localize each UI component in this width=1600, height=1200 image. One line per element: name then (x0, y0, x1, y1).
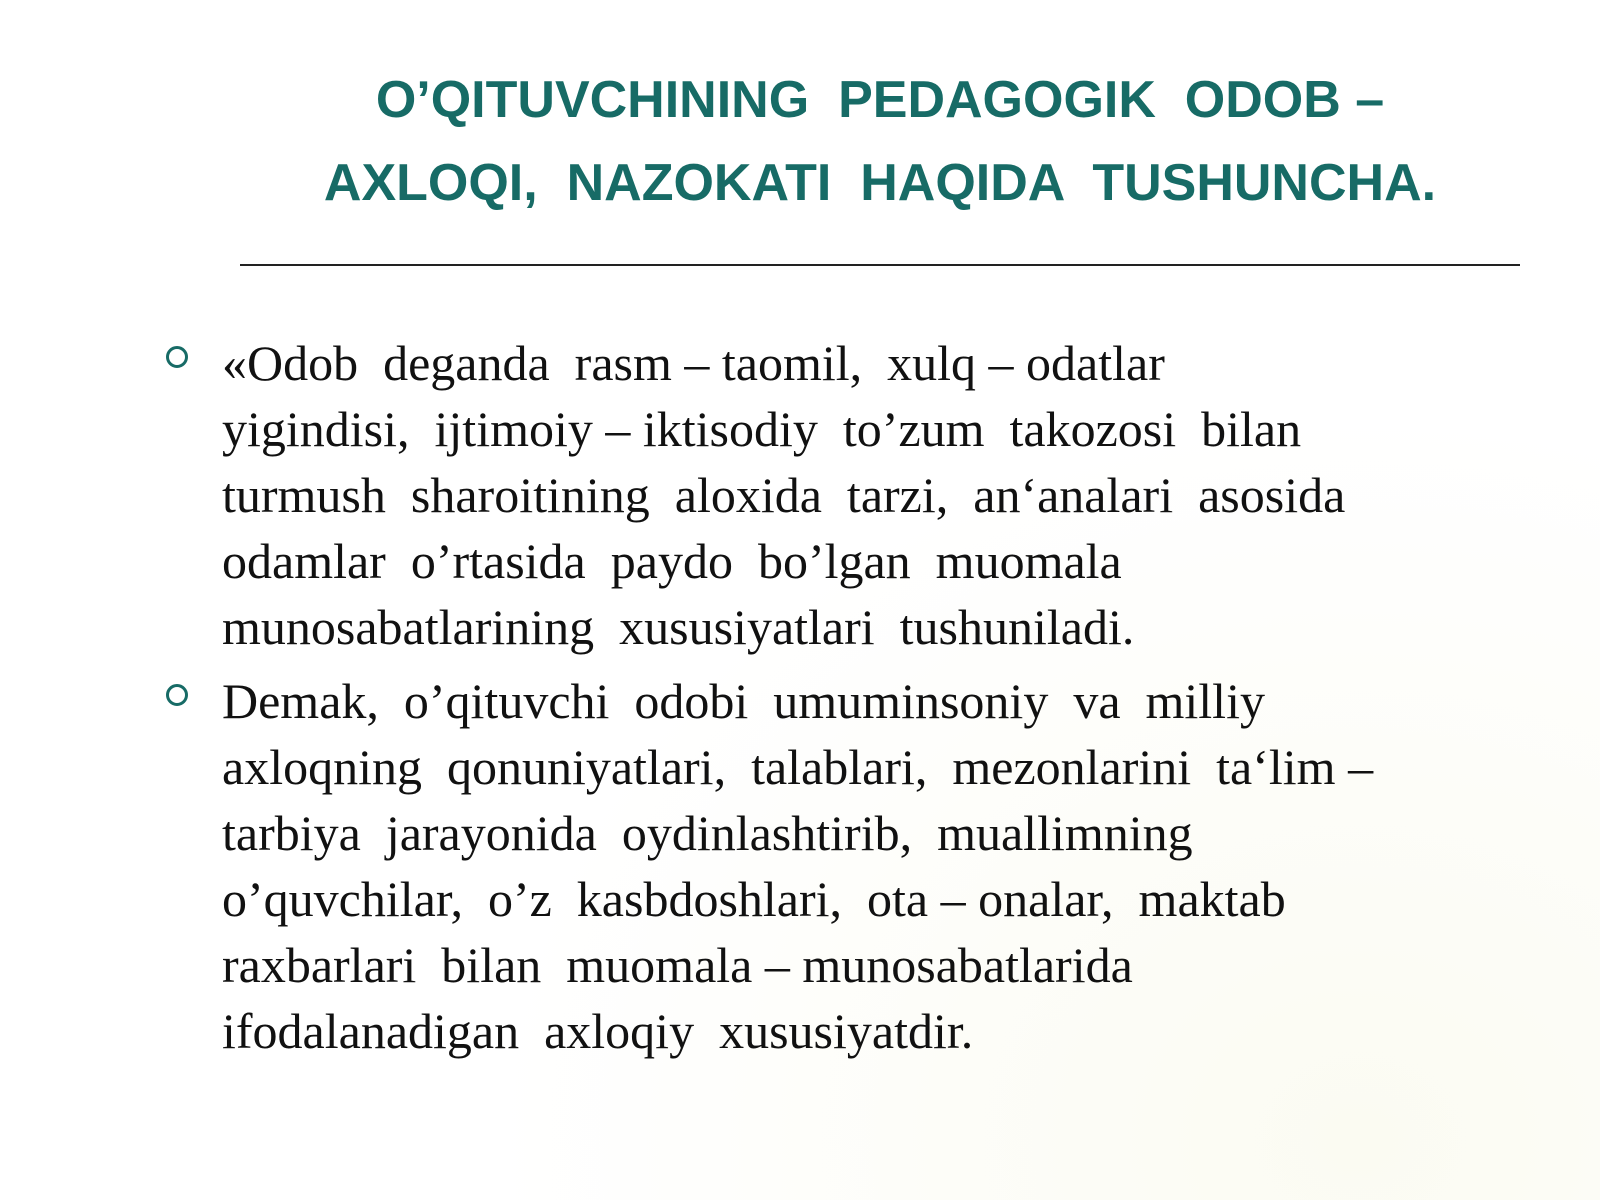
bullet-1-line-4: odamlar o’rtasida paydo bo’lgan muomala (222, 533, 1122, 589)
title-divider (240, 264, 1520, 266)
bullet-2-line-5: raxbarlari bilan muomala – munosabatlarida (222, 937, 1133, 993)
bullet-1-line-1: «Odob deganda rasm – taomil, xulq – odatlar (222, 335, 1165, 391)
bullet-2-line-4: o’quvchilar, o’z kasbdoshlari, ota – onalar, maktab (222, 871, 1286, 927)
bullet-2-line-6: ifodalanadigan axloqiy xususiyatdir. (222, 1003, 974, 1059)
bullet-item-1 (150, 330, 1570, 660)
slide-title-line-1: O’QITUVCHINING PEDAGOGIK ODOB – (375, 71, 1385, 129)
hollow-circle-bullet-icon (166, 684, 188, 706)
bullet-item-2 (150, 668, 1570, 1064)
bullet-2-line-3: tarbiya jarayonida oydinlashtirib, muallimning (222, 805, 1193, 861)
bullet-1-line-3: turmush sharoitining aloxida tarzi, an‘analari asosida (222, 467, 1346, 523)
bullet-2-line-1: Demak, o’qituvchi odobi umuminsoniy va milliy (222, 673, 1265, 729)
hollow-circle-bullet-icon (166, 346, 188, 368)
bullet-1-line-2: yigindisi, ijtimoiy – iktisodiy to’zum takozosi bilan (222, 401, 1302, 457)
bullet-2-line-2: axloqning qonuniyatlari, talablari, mezonlarini ta‘lim – (222, 739, 1374, 795)
bullet-1-line-5: munosabatlarining xususiyatlari tushuniladi. (222, 599, 1135, 655)
slide-title-line-2: AXLOQI, NAZOKATI HAQIDA TUSHUNCHA. (323, 154, 1437, 212)
bullet-list (150, 330, 1570, 1072)
